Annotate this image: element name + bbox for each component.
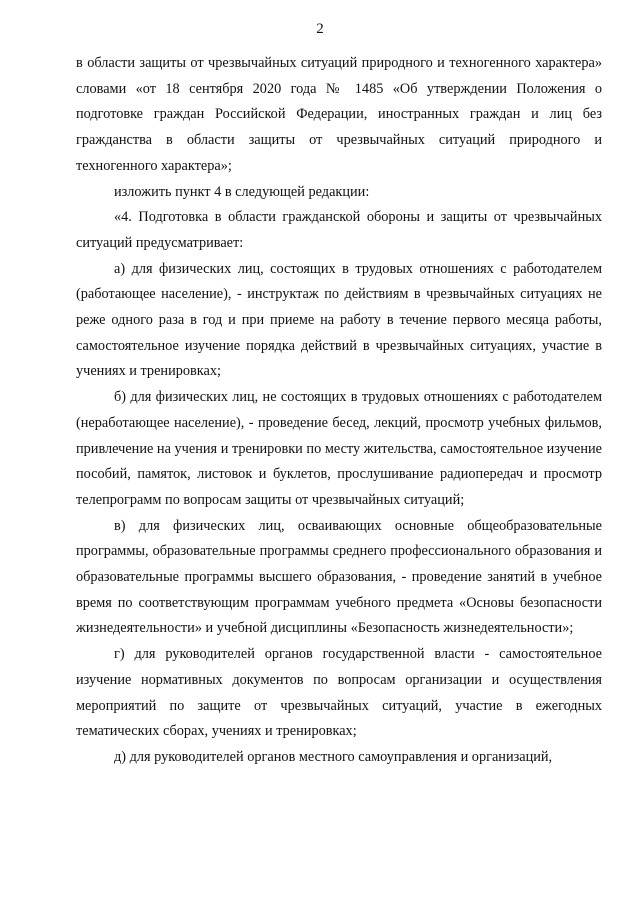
paragraph-amendment-instruction: изложить пункт 4 в следующей редакции: [114,183,370,200]
paragraph-subitem-v: в) для физических лиц, осваивающих основные общеобразовательные программы, образовательные программы среднего профессионального образования и образовательные программы высшего образования, - проведение занятий в учебное время по соответствующим программам учебного предмета «Основы безопасности жизнедеятельности» и учебной дисциплины «Безопасность жизнедеятельности»; [76,517,602,637]
paragraph-continuation: в области защиты от чрезвычайных ситуаций природного и техногенного характера» словами «от 18 сентября 2020 года № 1485 «Об утверждении Положения о подготовке граждан Российской Федерации, иностранных граждан и лиц без гражданства в области защиты от чрезвычайных ситуаций природного и техногенного характера»; [76,55,602,174]
paragraph-subitem-g: г) для руководителей органов государственной власти - самостоятельное изучение нормативных документов по вопросам организации и осуществления мероприятий по защите от чрезвычайных ситуаций, участие в ежегодных тематических сборах, учениях и тренировках; [76,646,602,740]
document-body [76,51,602,771]
paragraph-subitem-d: д) для руководителей органов местного самоуправления и организаций, [114,748,553,765]
paragraph-item-4-intro: «4. Подготовка в области гражданской обороны и защиты от чрезвычайных ситуаций предусматривает: [76,209,602,251]
page-number: 2 [316,21,324,37]
paragraph-subitem-a: а) для физических лиц, состоящих в трудовых отношениях с работодателем (работающее население), - инструктаж по действиям в чрезвычайных ситуациях не реже одного раза в год и при приеме на работу в течение первого месяца работы, самостоятельное изучение порядка действий в чрезвычайных ситуациях, участие в учениях и тренировках; [76,260,602,380]
paragraph-subitem-b: б) для физических лиц, не состоящих в трудовых отношениях с работодателем (неработающее население), - проведение бесед, лекций, просмотр учебных фильмов, привлечение на учения и тренировки по месту жительства, самостоятельное изучение пособий, памяток, листовок и буклетов, прослушивание радиопередач и просмотр телепрограмм по вопросам защиты от чрезвычайных ситуаций; [76,389,602,508]
